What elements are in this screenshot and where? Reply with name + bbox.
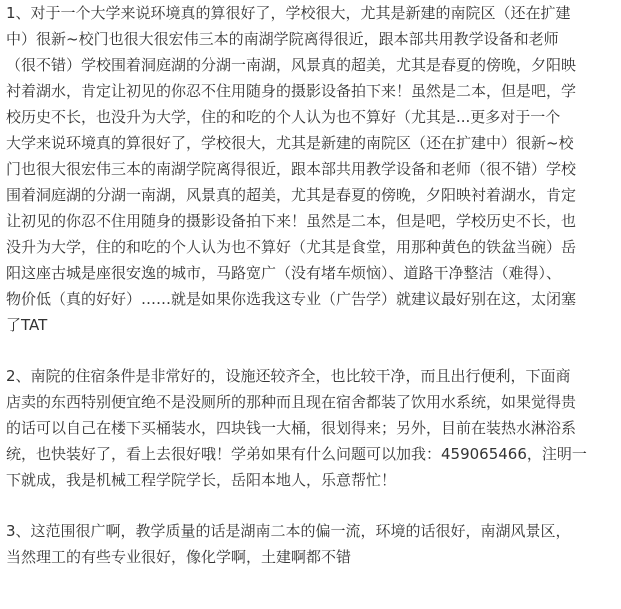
text-line: 大学来说环境真的算很好了，学校很大，尤其是新建的南院区（还在扩建中）很新~校	[6, 134, 574, 152]
text-line: 让初见的你忍不住用随身的摄影设备拍下来！虽然是二本，但是吧，学校历史不长，也	[6, 212, 577, 230]
text-line: 下就成，我是机械工程学院学长，岳阳本地人，乐意帮忙！	[6, 471, 397, 489]
text-line: （很不错）学校围着洞庭湖的分湖一南湖，风景真的超美，尤其是春夏的傍晚，夕阳映	[6, 56, 577, 74]
paragraph-spacer	[6, 493, 616, 518]
text-line: 当然理工的有些专业很好，像化学啊，土建啊都不错	[6, 548, 352, 566]
text-line: 统，也快装好了，看上去很好哦！学弟如果有什么问题可以加我：459065466，注明一	[6, 445, 587, 463]
text-line: 2、南院的住宿条件是非常好的，设施还较齐全，也比较干净，而且出行便利，下面商	[6, 367, 571, 385]
text-line: 阳这座古城是座很安逸的城市，马路宽广（没有堵车烦恼）、道路干净整洁（难得）、	[6, 264, 562, 282]
text-line: 校历史不长，也没升为大学，住的和吃的个人认为也不算好（尤其是...更多对于一个	[6, 108, 561, 126]
text-line: 衬着湖水，肯定让初见的你忍不住用随身的摄影设备拍下来！虽然是二本，但是吧，学	[6, 82, 577, 100]
text-line: 中）很新~校门也很大很宏伟三本的南湖学院离得很近，跟本部共用教学设备和老师	[6, 30, 559, 48]
text-line: 没升为大学，住的和吃的个人认为也不算好（尤其是食堂，用那种黄色的铁盆当碗）岳	[6, 238, 577, 256]
text-line: 门也很大很宏伟三本的南湖学院离得很近，跟本部共用教学设备和老师（很不错）学校	[6, 160, 577, 178]
text-line: 3、这范围很广啊，教学质量的话是湖南二本的偏一流，环境的话很好，南湖风景区，	[6, 522, 571, 540]
text-line: 围着洞庭湖的分湖一南湖，风景真的超美，尤其是春夏的傍晚，夕阳映衬着湖水，肯定	[6, 186, 577, 204]
text-line: 1、对于一个大学来说环境真的算很好了，学校很大，尤其是新建的南院区（还在扩建	[6, 4, 571, 22]
text-line: 的话可以自己在楼下买桶装水，四块钱一大桶，很划得来；另外，目前在装热水淋浴系	[6, 419, 577, 437]
paragraph-1	[6, 0, 616, 338]
text-line: 了TAT	[6, 316, 48, 334]
paragraph-spacer	[6, 338, 616, 363]
paragraph-3	[6, 518, 616, 570]
text-line: 店卖的东西特别便宜绝不是没厕所的那种而且现在宿舍都装了饮用水系统，如果觉得贵	[6, 393, 577, 411]
text-line: 物价低（真的好好）……就是如果你选我这专业（广告学）就建议最好别在这，太闭塞	[6, 290, 577, 308]
answer-text-body	[6, 0, 616, 570]
paragraph-2	[6, 363, 616, 493]
